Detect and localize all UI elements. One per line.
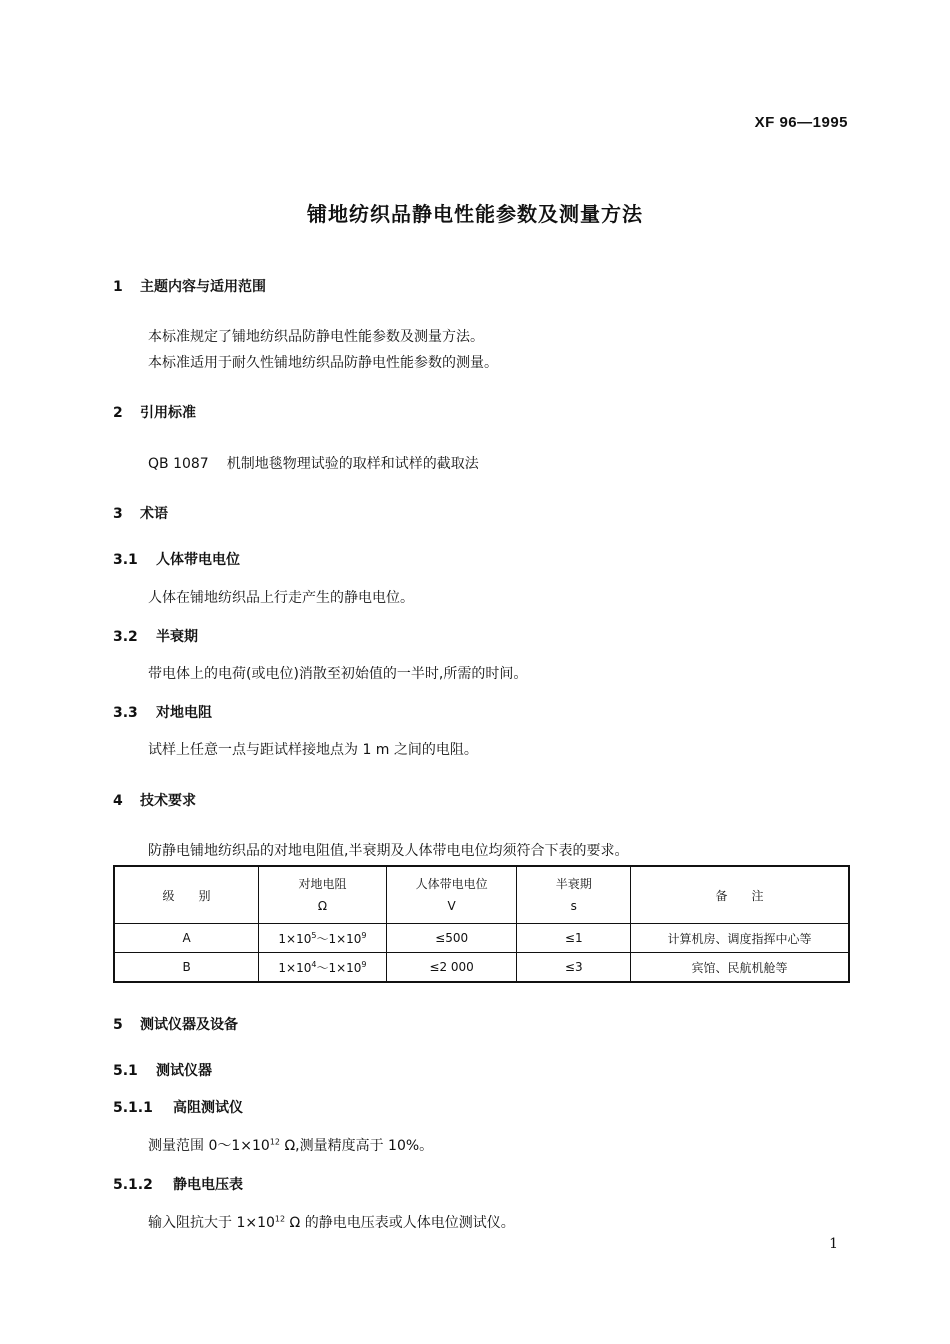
header-resistance (259, 866, 387, 924)
section-number: 2 (113, 405, 123, 421)
header-remark (631, 866, 849, 924)
section-4-heading (113, 790, 196, 810)
header-potential-label: 人体带电电位 (415, 877, 488, 891)
resistance-range: ～1×10 (316, 931, 362, 946)
text: 测量范围 0～1×10 (148, 1138, 270, 1154)
cell-resistance (259, 953, 387, 983)
section-1-heading (113, 276, 266, 296)
resistance-exponent: 5 (311, 930, 317, 940)
reference-code: QB 1087 (148, 456, 209, 472)
exponent: 12 (269, 1137, 280, 1147)
resistance-exponent: 4 (311, 959, 317, 969)
paragraph: 本标准适用于耐久性铺地纺织品防静电性能参数的测量。 (148, 355, 498, 371)
section-3-heading (113, 503, 168, 523)
section-title: 术语 (140, 506, 168, 522)
header-potential-unit: V (447, 899, 456, 913)
cell-potential: ≤500 (386, 924, 517, 953)
header-grade-label: 级 别 (162, 888, 211, 903)
text: 输入阻抗大于 1×10 (148, 1215, 275, 1231)
header-halflife-unit: s (570, 899, 577, 913)
header-remark-label: 备 注 (715, 888, 764, 903)
text: Ω,测量精度高于 10%。 (280, 1138, 434, 1154)
text: Ω 的静电电压表或人体电位测试仪。 (285, 1215, 515, 1231)
exponent: 12 (274, 1214, 286, 1224)
section-title: 半衰期 (156, 629, 198, 645)
resistance-base: 1×10 (278, 960, 312, 975)
section-number: 5.1.1 (113, 1100, 153, 1116)
section-3-3-heading (113, 702, 212, 722)
cell-halflife: ≤1 (517, 924, 631, 953)
section-title: 测试仪器 (156, 1063, 212, 1079)
reference-title: 机制地毯物理试验的取样和试样的截取法 (226, 456, 479, 472)
section-5-heading (113, 1014, 238, 1034)
section-title: 主题内容与适用范围 (140, 279, 266, 295)
section-number: 5 (113, 1017, 123, 1033)
section-number: 3.2 (113, 629, 138, 645)
section-number: 3 (113, 506, 123, 522)
section-5-1-2-heading (113, 1174, 243, 1194)
resistance-exponent: 9 (361, 959, 367, 969)
table-row (114, 924, 849, 953)
resistance-exponent: 9 (361, 930, 367, 940)
section-3-2-heading (113, 626, 198, 646)
header-potential (386, 866, 517, 924)
section-5-1-1-heading (113, 1097, 243, 1117)
table-row (114, 953, 849, 983)
section-title: 测试仪器及设备 (140, 1017, 238, 1033)
section-number: 4 (113, 793, 123, 809)
section-number: 3.1 (113, 552, 138, 568)
requirements-table (113, 865, 850, 983)
document-title: 铺地纺织品静电性能参数及测量方法 (307, 202, 643, 226)
page-number: 1 (829, 1236, 838, 1252)
resistance-base: 1×10 (278, 931, 312, 946)
header-grade (114, 866, 259, 924)
section-2-heading (113, 402, 196, 422)
paragraph: 人体在铺地纺织品上行走产生的静电电位。 (148, 590, 414, 606)
resistance-range: ～1×10 (316, 960, 362, 975)
cell-halflife: ≤3 (517, 953, 631, 983)
cell-remark: 计算机房、调度指挥中心等 (631, 924, 849, 953)
paragraph (148, 1212, 515, 1232)
cell-resistance (259, 924, 387, 953)
paragraph (148, 1135, 433, 1155)
section-number: 1 (113, 279, 123, 295)
paragraph: 防静电铺地纺织品的对地电阻值,半衰期及人体带电电位均须符合下表的要求。 (148, 843, 629, 859)
reference-line (148, 453, 479, 473)
section-title: 人体带电电位 (156, 552, 240, 568)
section-title: 引用标准 (140, 405, 196, 421)
section-3-1-heading (113, 549, 240, 569)
section-number: 3.3 (113, 705, 138, 721)
section-number: 5.1.2 (113, 1177, 153, 1193)
section-title: 技术要求 (140, 793, 196, 809)
paragraph: 试样上任意一点与距试样接地点为 1 m 之间的电阻。 (148, 742, 478, 758)
paragraph: 带电体上的电荷(或电位)消散至初始值的一半时,所需的时间。 (148, 666, 528, 682)
section-title: 静电电压表 (173, 1177, 243, 1193)
section-5-1-heading (113, 1060, 212, 1080)
header-resistance-label: 对地电阻 (298, 877, 347, 891)
section-title: 对地电阻 (156, 705, 212, 721)
cell-potential: ≤2 000 (386, 953, 517, 983)
section-number: 5.1 (113, 1063, 138, 1079)
cell-grade: A (114, 924, 259, 953)
header-halflife (517, 866, 631, 924)
paragraph: 本标准规定了铺地纺织品防静电性能参数及测量方法。 (148, 329, 484, 345)
section-title: 高阻测试仪 (173, 1100, 243, 1116)
standard-code: XF 96—1995 (754, 114, 848, 131)
cell-remark: 宾馆、民航机舱等 (631, 953, 849, 983)
cell-grade: B (114, 953, 259, 983)
header-resistance-unit: Ω (317, 899, 328, 913)
header-halflife-label: 半衰期 (555, 877, 592, 891)
table-header-row (114, 866, 849, 924)
